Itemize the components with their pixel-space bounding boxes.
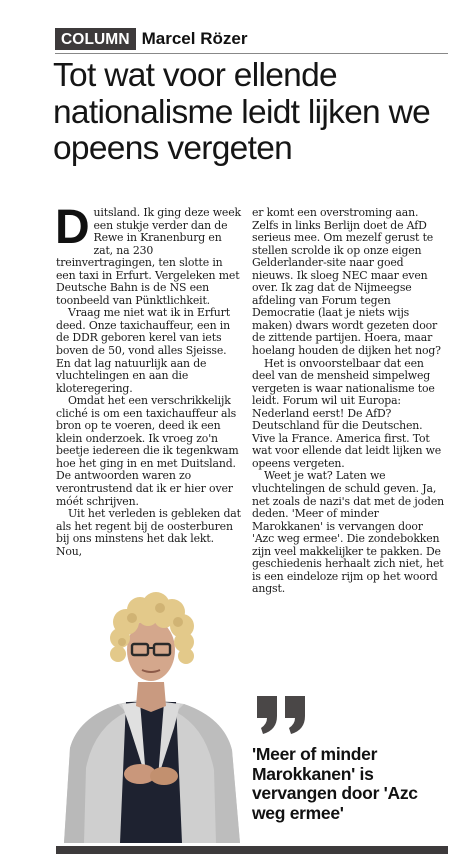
author-name: Marcel Rözer [141,29,248,48]
headline: Tot wat voor ellende nationalisme leidt lijken we opeens vergeten [53,57,431,167]
body-paragraph: Vraag me niet wat ik in Erfurt deed. Onze taxichauffeur, een in de DDR geboren kerel van iets boven de 50, vond alles Sjeisse. En dat lag natuurlijk aan de vluchtelingen en aan die kloteregering. [56,306,230,395]
bottom-divider [56,846,448,854]
drop-cap: D [55,201,90,254]
column-header [55,27,448,51]
header-divider [55,53,448,54]
column-tag: COLUMN [55,28,136,50]
body-paragraph: Weet je wat? Laten we vluchtelingen de schuld geven. Ja, net zoals de nazi's dat met de joden deden. 'Meer of minder Marokkanen' is vervangen door 'Azc weg ermee'. Die zondebokken zijn veel makkelijker te pakken. De geschiedenis herhaalt zich niet, het is een eindeloze rijm op het woord angst. [252,469,445,596]
body-column-1 [55,201,243,558]
body-column-2 [252,207,446,596]
body-paragraph: Het is onvoorstelbaar dat een deel van de mensheid simpelweg vergeten is waar nationalisme toe leidt. Forum wil uit Europa: Nederland eerst! De AfD? Deutschland für die Deutschen. Vive la France. America first. Tot wat voor ellende dat leidt lijken we opeens vergeten. [252,356,442,470]
author-photo [56,578,246,843]
body-paragraph: Uit het verleden is gebleken dat als het regent bij de oosterburen bij ons minstens het dak lekt. Nou, [56,507,241,558]
portrait-photo-icon [56,578,246,843]
quote-mark-icon [253,692,313,736]
body-paragraph [55,201,243,307]
body-paragraph: er komt een overstroming aan. Zelfs in links Berlijn doet de AfD serieus mee. Om mezelf gerust te stellen scrolde ik op onze eigen Gelderlander-site naar goed nieuws. Ik sloeg NEC maar even over. Ik zag dat de Nijmeegse afdeling van Forum tegen Democratie (laat je niets wijs maken) dwars wordt gezeten door de zittende partijen. Hoera, maar hoelang houden de dijken het nog? [252,206,441,358]
body-paragraph: Omdat het een verschrikkelijk cliché is om een taxichauffeur als bron op te voeren, deed ik een klein onderzoek. Ik vroeg zo'n beetje iedereen die ik tegenkwam hoe het ging in en met Duitsland. De antwoorden waren zo verontrustend dat ik er hier over móét schrijven. [56,394,239,508]
pull-quote: 'Meer of minder Marokkanen' is vervangen door 'Azc weg ermee' [252,744,418,823]
paragraph-text: uitsland. Ik ging deze week een stukje verder dan de Rewe in Kranenburg en zat, na 230 treinvertragingen, ten slotte in een taxi in Erfurt. Vergeleken met Deutsche Bahn is de NS een toonbeeld van Pünktlichkeit. [56,206,241,307]
